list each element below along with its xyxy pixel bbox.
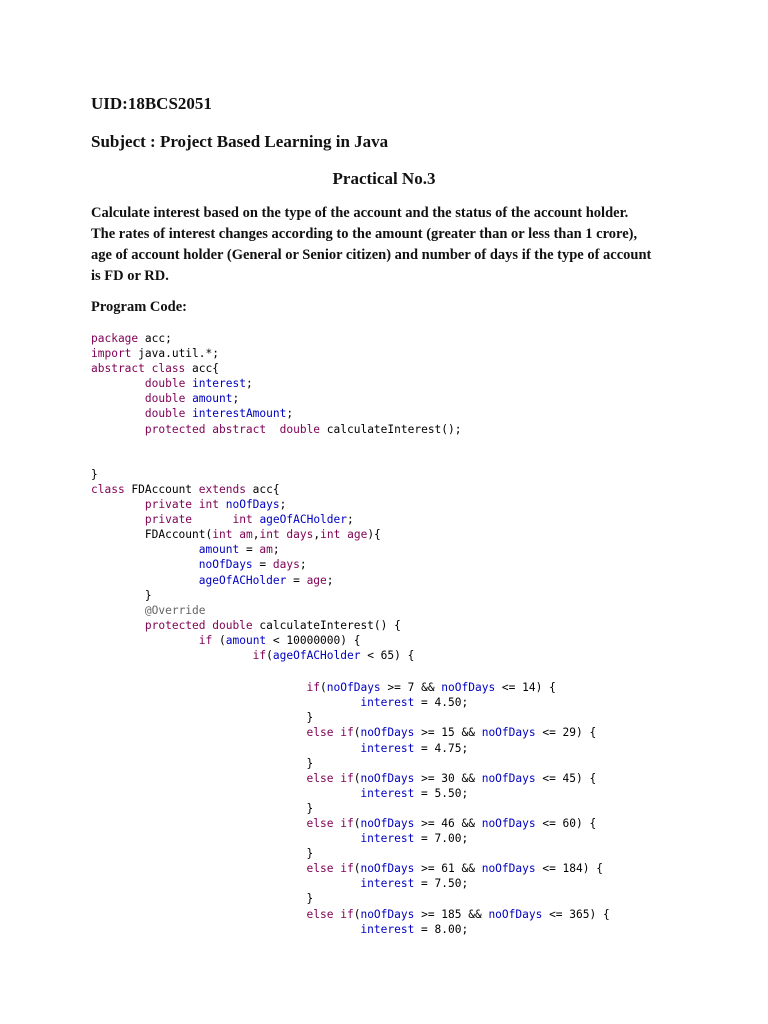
code-line bbox=[91, 801, 610, 816]
code-line bbox=[91, 876, 610, 891]
code-token: calculateInterest(); bbox=[320, 422, 462, 436]
code-token: protected double bbox=[144, 618, 253, 632]
code-token bbox=[91, 772, 307, 785]
code-token: = bbox=[252, 558, 273, 572]
code-token bbox=[91, 513, 145, 526]
code-token: FDAccount( bbox=[91, 528, 213, 542]
code-token: interestAmount bbox=[192, 407, 287, 421]
code-token: <= 184) { bbox=[535, 862, 603, 876]
description-line: Calculate interest based on the type of the account and the status of the account holder. bbox=[91, 205, 629, 221]
code-token bbox=[219, 498, 226, 511]
code-line bbox=[91, 497, 610, 512]
code-line bbox=[91, 557, 610, 572]
description-line: is FD or RD. bbox=[91, 268, 169, 284]
code-token: else if bbox=[306, 907, 354, 921]
code-token bbox=[91, 574, 199, 587]
code-token: class bbox=[91, 482, 125, 496]
code-token: = 7.50; bbox=[414, 877, 469, 891]
code-token: private int bbox=[144, 498, 219, 512]
code-token: days bbox=[272, 558, 300, 572]
code-token: double bbox=[144, 392, 186, 406]
code-token: noOfDays bbox=[441, 681, 496, 695]
practical-title: Practical No.3 bbox=[332, 169, 436, 188]
code-token: = 4.50; bbox=[414, 696, 469, 710]
code-line bbox=[91, 741, 610, 756]
code-line bbox=[91, 452, 610, 467]
code-token: int bbox=[232, 513, 253, 527]
code-token: noOfDays bbox=[360, 726, 415, 740]
code-token: , bbox=[252, 528, 260, 542]
code-token bbox=[91, 908, 307, 921]
code-token: int bbox=[212, 528, 233, 542]
code-token: ( bbox=[353, 907, 361, 921]
code-token: age bbox=[347, 528, 368, 542]
code-line bbox=[91, 907, 610, 922]
code-token: noOfDays bbox=[481, 726, 536, 740]
uid-heading: UID:18BCS2051 bbox=[91, 94, 212, 113]
code-token: ; bbox=[326, 573, 334, 587]
code-token bbox=[91, 377, 145, 390]
code-line bbox=[91, 831, 610, 846]
code-token: else if bbox=[306, 771, 354, 785]
code-token: < 10000000) { bbox=[266, 633, 361, 647]
code-line bbox=[91, 680, 610, 695]
code-token bbox=[91, 832, 360, 845]
code-token bbox=[91, 923, 360, 936]
code-line bbox=[91, 346, 610, 361]
code-token: } bbox=[91, 801, 314, 815]
code-token: import bbox=[91, 347, 132, 361]
code-token: >= 185 && bbox=[414, 907, 489, 921]
code-token: acc; bbox=[138, 332, 172, 345]
code-token bbox=[91, 862, 307, 875]
code-line bbox=[91, 771, 610, 786]
code-token: am bbox=[259, 543, 273, 557]
code-token: noOfDays bbox=[481, 771, 536, 785]
code-token: acc{ bbox=[245, 482, 280, 496]
code-token bbox=[192, 513, 232, 526]
code-line bbox=[91, 573, 610, 588]
code-token: amount bbox=[225, 633, 267, 647]
code-token: < 65) { bbox=[360, 648, 415, 662]
code-token: FDAccount bbox=[124, 482, 199, 496]
code-token: ( bbox=[353, 771, 361, 785]
code-token: amount bbox=[192, 392, 233, 406]
code-token: noOfDays bbox=[488, 907, 543, 921]
code-token: double bbox=[279, 422, 321, 436]
code-line bbox=[91, 588, 610, 603]
code-token: ; bbox=[347, 513, 354, 527]
code-token: ageOfACHolder bbox=[198, 573, 287, 587]
code-line bbox=[91, 816, 610, 831]
code-token: age bbox=[306, 573, 327, 587]
code-token: java.util.*; bbox=[131, 347, 219, 361]
code-token bbox=[91, 681, 307, 694]
code-token: = 7.00; bbox=[414, 832, 469, 846]
code-token: <= 60) { bbox=[535, 817, 597, 830]
code-token: interest bbox=[360, 877, 415, 891]
code-token bbox=[91, 407, 145, 420]
code-line bbox=[91, 633, 610, 648]
code-line bbox=[91, 331, 610, 346]
code-token: } bbox=[91, 847, 314, 861]
code-token bbox=[91, 726, 307, 739]
code-token: >= 61 && bbox=[414, 862, 482, 876]
code-token: noOfDays bbox=[360, 862, 415, 876]
code-token bbox=[91, 634, 199, 647]
code-token: ( bbox=[353, 862, 361, 876]
code-token: else if bbox=[306, 726, 354, 740]
code-token bbox=[266, 423, 279, 436]
code-line bbox=[91, 756, 610, 771]
code-line bbox=[91, 527, 610, 542]
code-token: double bbox=[144, 407, 186, 421]
code-token: ; bbox=[279, 498, 287, 512]
code-token: noOfDays bbox=[198, 558, 253, 572]
code-token: = 4.75; bbox=[414, 741, 469, 755]
code-token bbox=[91, 817, 307, 830]
code-token: ( bbox=[353, 817, 361, 830]
code-token: amount bbox=[198, 543, 240, 557]
code-token: ageOfACHolder bbox=[259, 513, 347, 527]
code-token bbox=[91, 423, 145, 436]
code-line bbox=[91, 618, 610, 633]
code-line bbox=[91, 391, 610, 406]
code-line bbox=[91, 422, 610, 437]
code-line bbox=[91, 648, 610, 663]
code-token: double bbox=[144, 377, 186, 391]
code-line bbox=[91, 512, 610, 527]
code-line bbox=[91, 361, 610, 376]
code-block bbox=[91, 331, 610, 937]
code-token: package bbox=[91, 332, 139, 345]
code-token: extends bbox=[198, 482, 246, 496]
code-token: if bbox=[198, 633, 213, 647]
code-token: ( bbox=[212, 633, 226, 647]
code-line bbox=[91, 695, 610, 710]
code-token: ( bbox=[353, 726, 361, 740]
description-line: The rates of interest changes according to the amount (greater than or less than 1 crore), bbox=[91, 226, 638, 242]
problem-description bbox=[91, 203, 691, 287]
code-line bbox=[91, 406, 610, 421]
code-token bbox=[91, 543, 199, 556]
code-token: ; bbox=[299, 558, 307, 572]
code-token: @Override bbox=[144, 603, 206, 617]
code-token: } bbox=[91, 467, 98, 481]
code-token bbox=[91, 392, 145, 405]
code-token: interest bbox=[360, 922, 415, 936]
subject-heading: Subject : Project Based Learning in Java bbox=[91, 132, 389, 151]
code-line bbox=[91, 603, 610, 618]
code-token: } bbox=[91, 711, 314, 725]
code-token: noOfDays bbox=[360, 817, 415, 830]
code-token: noOfDays bbox=[326, 681, 381, 695]
code-token: interest bbox=[360, 832, 415, 846]
code-token: private bbox=[144, 513, 193, 527]
code-token: ageOfACHolder bbox=[272, 648, 361, 662]
code-token bbox=[91, 498, 145, 511]
code-token: <= 29) { bbox=[535, 726, 597, 740]
code-line bbox=[91, 376, 610, 391]
code-token: ( bbox=[320, 681, 327, 695]
code-token: >= 30 && bbox=[414, 771, 482, 785]
code-token: interest bbox=[360, 741, 415, 755]
code-line bbox=[91, 542, 610, 557]
code-token: } bbox=[91, 756, 314, 770]
code-line bbox=[91, 467, 610, 482]
code-token: noOfDays bbox=[225, 498, 280, 512]
code-token bbox=[91, 787, 360, 800]
code-token: interest bbox=[360, 696, 415, 710]
code-token bbox=[91, 696, 360, 709]
code-token: = 5.50; bbox=[414, 786, 469, 800]
code-token: <= 45) { bbox=[535, 771, 597, 785]
code-line bbox=[91, 846, 610, 861]
code-token: abstract class bbox=[91, 362, 186, 376]
code-line bbox=[91, 922, 610, 937]
code-token: int bbox=[259, 528, 280, 542]
code-token: interest bbox=[360, 786, 415, 800]
code-line bbox=[91, 786, 610, 801]
code-token: >= 7 && bbox=[380, 681, 442, 695]
code-line bbox=[91, 482, 610, 497]
code-line bbox=[91, 437, 610, 452]
code-token: ( bbox=[266, 648, 273, 662]
code-token: am bbox=[239, 528, 253, 542]
code-token: else if bbox=[306, 862, 354, 876]
code-token: = bbox=[286, 573, 307, 587]
code-token: acc{ bbox=[185, 362, 219, 376]
code-line bbox=[91, 861, 610, 876]
code-line bbox=[91, 725, 610, 740]
code-token: >= 46 && bbox=[414, 817, 482, 830]
code-token: interest bbox=[192, 377, 246, 391]
code-token: = 8.00; bbox=[414, 922, 469, 936]
code-token: <= 14) { bbox=[495, 681, 556, 695]
code-token: noOfDays bbox=[481, 862, 536, 876]
code-token: , bbox=[313, 528, 321, 542]
code-token bbox=[91, 877, 360, 890]
code-line bbox=[91, 891, 610, 906]
code-token: noOfDays bbox=[481, 817, 536, 830]
code-line bbox=[91, 665, 610, 680]
code-token: protected abstract bbox=[144, 422, 267, 436]
code-token bbox=[91, 619, 145, 632]
code-token bbox=[91, 742, 360, 755]
code-token: calculateInterest() { bbox=[252, 618, 401, 632]
code-token: if bbox=[252, 648, 267, 662]
code-token: } bbox=[91, 588, 152, 602]
code-token: ; bbox=[272, 543, 280, 557]
code-token: noOfDays bbox=[360, 771, 415, 785]
code-token: ; bbox=[245, 377, 253, 391]
code-token: ){ bbox=[367, 528, 381, 542]
code-token: = bbox=[239, 543, 260, 557]
code-token: if bbox=[306, 681, 321, 695]
description-line: age of account holder (General or Senior citizen) and number of days if the type of account bbox=[91, 247, 652, 263]
code-token: noOfDays bbox=[360, 907, 415, 921]
code-token bbox=[91, 604, 145, 617]
code-token: int bbox=[320, 528, 341, 542]
code-token bbox=[91, 649, 253, 662]
code-token: <= 365) { bbox=[542, 907, 610, 921]
code-token bbox=[91, 558, 199, 571]
program-code-label: Program Code: bbox=[91, 299, 187, 315]
code-token: days bbox=[286, 528, 314, 542]
code-token: } bbox=[91, 892, 314, 906]
code-token: >= 15 && bbox=[414, 726, 482, 740]
code-line bbox=[91, 710, 610, 725]
code-token: ; bbox=[232, 392, 240, 406]
code-token: else if bbox=[306, 817, 354, 830]
code-token: ; bbox=[286, 407, 294, 421]
